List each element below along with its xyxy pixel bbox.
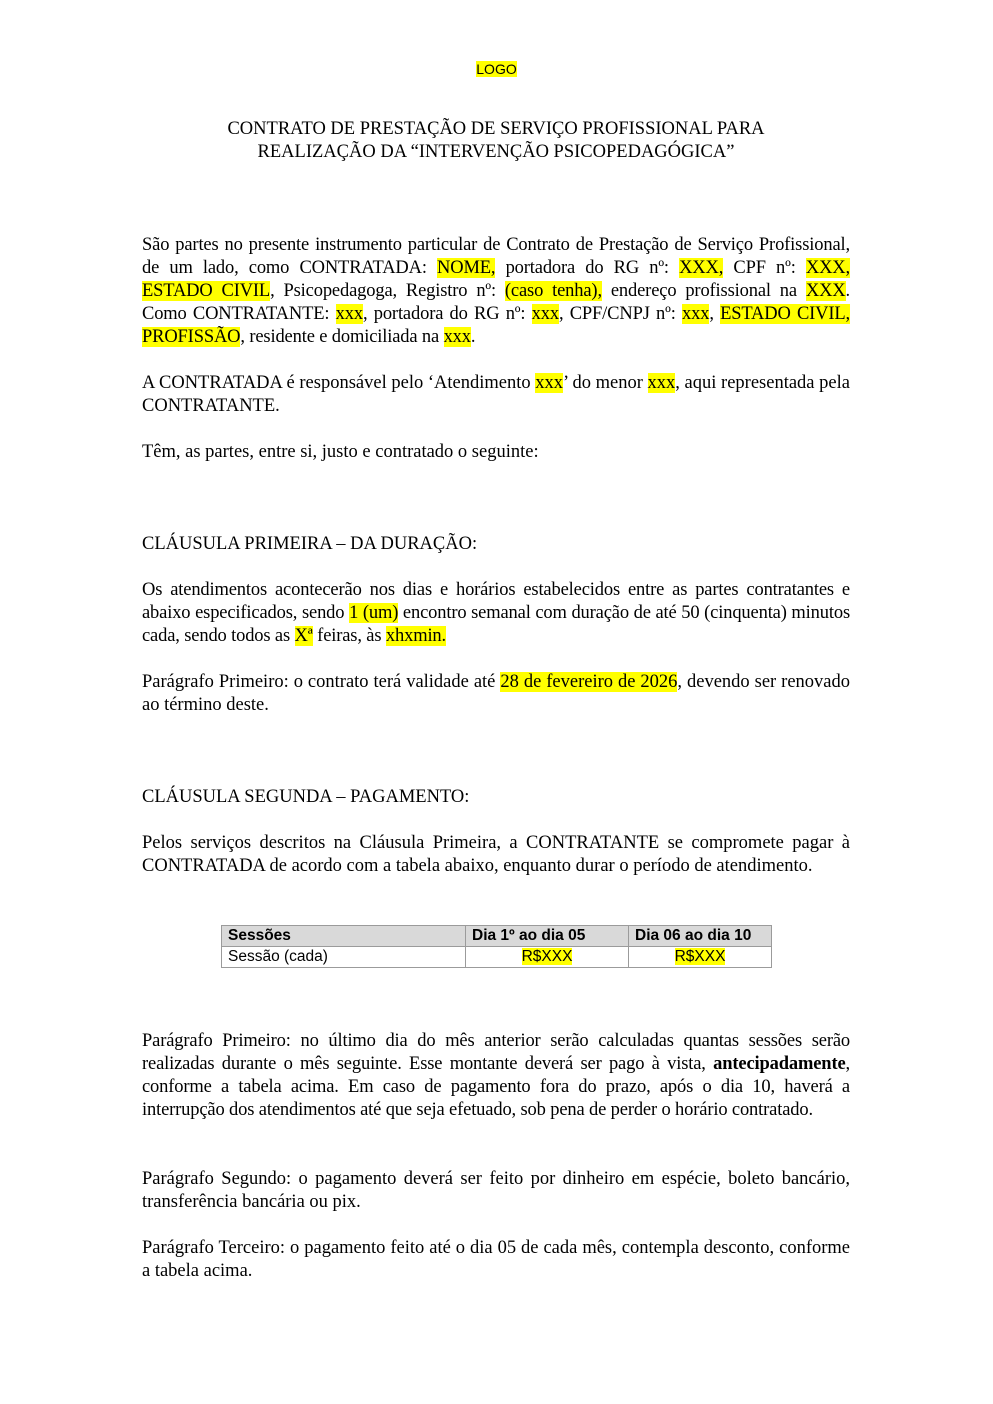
placeholder-residence: xxx bbox=[443, 327, 471, 347]
text-run: , portadora do RG nº: bbox=[362, 304, 532, 324]
clause2-paragraph1 bbox=[142, 1030, 850, 1122]
column-header: Dia 06 ao dia 10 bbox=[629, 926, 772, 947]
placeholder-address: XXX bbox=[805, 281, 846, 301]
text-run: Parágrafo Primeiro: no último dia do mês anterior serão calculadas quantas sessões serão realizadas durante o mês seguinte. Esse montante deverá ser pago à vista, bbox=[142, 1031, 850, 1074]
column-header: Sessões bbox=[222, 926, 466, 947]
text-run: , CPF/CNPJ nº: bbox=[558, 304, 682, 324]
text-run: . Como CONTRATANTE: bbox=[142, 281, 851, 324]
text-run: Os atendimentos acontecerão nos dias e horários estabelecidos entre as partes contratantes e abaixo especificados, sendo bbox=[142, 580, 850, 623]
text-run: , conforme a tabela acima. Em caso de pagamento fora do prazo, após o dia 10, haverá a interrupção dos atendimentos até que seja efetuado, sob pena de perder o horário contratado. bbox=[142, 1054, 850, 1120]
text-run: . bbox=[470, 327, 476, 347]
text-run: portadora do RG nº: bbox=[495, 258, 680, 278]
emphasis-text: antecipadamente bbox=[713, 1054, 846, 1074]
logo-placeholder bbox=[0, 58, 993, 80]
table-cell: Sessão (cada) bbox=[222, 947, 466, 968]
intro-paragraph bbox=[142, 234, 850, 349]
table-cell bbox=[466, 947, 629, 968]
placeholder-contractor-name: xxx bbox=[335, 304, 363, 324]
text-run: , Psicopedagoga, Registro nº: bbox=[270, 281, 505, 301]
placeholder-rg: XXX, bbox=[679, 258, 724, 278]
clause1-heading: CLÁUSULA PRIMEIRA – DA DURAÇÃO: bbox=[142, 534, 478, 554]
text-run: , aqui representada pela CONTRATANTE. bbox=[142, 373, 850, 416]
clause1-body bbox=[142, 579, 850, 648]
placeholder-time: xhxmin. bbox=[385, 626, 447, 646]
price-table bbox=[221, 925, 772, 968]
logo-label: LOGO bbox=[476, 61, 517, 77]
text-run: CPF nº: bbox=[723, 258, 806, 278]
price-value: R$XXX bbox=[521, 948, 573, 965]
table-row bbox=[222, 947, 772, 968]
placeholder-validity-date: 28 de fevereiro de 2026 bbox=[500, 672, 678, 692]
text-run: São partes no presente instrumento particular de Contrato de Prestação de Serviço Profissional, de um lado, como CONTRATADA: bbox=[142, 235, 850, 278]
contract-title bbox=[142, 118, 850, 164]
clause2-body: Pelos serviços descritos na Cláusula Primeira, a CONTRATANTE se compromete pagar à CONTRATADA de acordo com a tabela abaixo, enquanto durar o período de atendimento. bbox=[142, 833, 850, 876]
text-run: Parágrafo Primeiro: o contrato terá validade até bbox=[142, 672, 501, 692]
clause2-heading: CLÁUSULA SEGUNDA – PAGAMENTO: bbox=[142, 787, 470, 807]
price-value: R$XXX bbox=[674, 948, 726, 965]
table-cell bbox=[629, 947, 772, 968]
placeholder-frequency: 1 (um) bbox=[349, 603, 399, 623]
title-line-2: REALIZAÇÃO DA “INTERVENÇÃO PSICOPEDAGÓGICA” bbox=[257, 142, 735, 162]
placeholder-civil-profession: ESTADO CIVIL, PROFISSÃO bbox=[142, 304, 850, 347]
placeholder-cpf-civil: XXX, ESTADO CIVIL bbox=[142, 258, 850, 301]
placeholder-contractor-rg: xxx bbox=[531, 304, 559, 324]
responsibility-paragraph bbox=[142, 372, 850, 418]
placeholder-minor: xxx bbox=[647, 373, 676, 393]
clause2-paragraph2: Parágrafo Segundo: o pagamento deverá ser feito por dinheiro em espécie, boleto bancário, transferência bancária ou pix. bbox=[142, 1169, 850, 1212]
placeholder-service: xxx bbox=[535, 373, 564, 393]
table-header-row bbox=[222, 926, 772, 947]
placeholder-name: NOME, bbox=[437, 258, 496, 278]
text-run: feiras, às bbox=[312, 626, 386, 646]
placeholder-registry: (caso tenha), bbox=[504, 281, 602, 301]
text-run: A CONTRATADA é responsável pelo ‘Atendimento bbox=[142, 373, 536, 393]
text-run: , residente e domiciliada na bbox=[240, 327, 444, 347]
text-run: , bbox=[709, 304, 721, 324]
clause1-paragraph1 bbox=[142, 671, 850, 717]
placeholder-weekday: Xª bbox=[294, 626, 313, 646]
agreement-paragraph: Têm, as partes, entre si, justo e contratado o seguinte: bbox=[142, 442, 539, 462]
placeholder-contractor-cpf: xxx bbox=[682, 304, 710, 324]
clause2-paragraph3: Parágrafo Terceiro: o pagamento feito até o dia 05 de cada mês, contempla desconto, conforme a tabela acima. bbox=[142, 1238, 850, 1281]
text-run: endereço profissional na bbox=[601, 281, 806, 301]
text-run: ’ do menor bbox=[563, 373, 648, 393]
text-run: , devendo ser renovado ao término deste. bbox=[142, 672, 851, 715]
column-header: Dia 1º ao dia 05 bbox=[466, 926, 629, 947]
text-run: encontro semanal com duração de até 50 (cinquenta) minutos cada, sendo todos as bbox=[142, 603, 851, 646]
title-line-1: CONTRATO DE PRESTAÇÃO DE SERVIÇO PROFISSIONAL PARA bbox=[227, 119, 765, 139]
